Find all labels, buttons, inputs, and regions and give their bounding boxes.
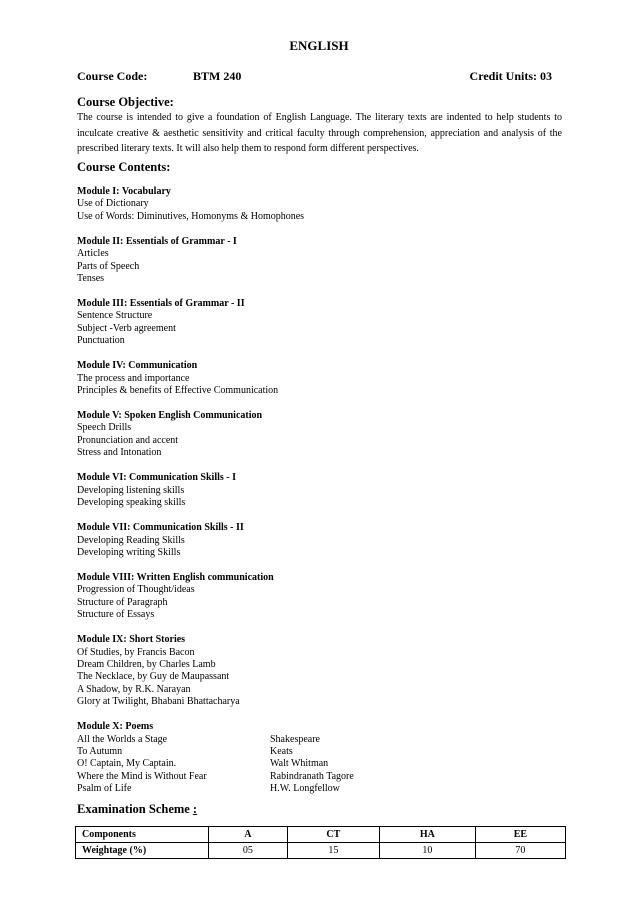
- poem-title: O! Captain, My Captain.: [77, 758, 177, 770]
- objective-text: The course is intended to give a foundation of English Language. The literary texts are indented to help students to inculcate creative & aesthetic sensitivity and critical faculty through comprehension, appreciation and analysis of the prescribed literary texts. It will also help them to respond form different perspectives.: [77, 112, 562, 154]
- module-block: [77, 522, 577, 559]
- module-block: [77, 572, 577, 622]
- module-block: [77, 634, 577, 708]
- poem-author: Keats: [270, 745, 293, 757]
- module-item: Structure of Paragraph: [77, 596, 168, 608]
- poems-list: [77, 734, 577, 796]
- module-title: Module V: Spoken English Communication: [77, 410, 263, 422]
- module-item: Punctuation: [77, 335, 125, 347]
- exam-heading-colon: :: [192, 802, 198, 816]
- exam-header-cell: A: [209, 827, 288, 843]
- exam-heading-text: Examination Scheme: [77, 802, 190, 816]
- module-title: Module X: Poems: [77, 721, 154, 733]
- module-item: Glory at Twilight, Bhabani Bhattacharya: [77, 696, 240, 708]
- module-title: Module IV: Communication: [77, 360, 198, 372]
- module-block: [77, 236, 577, 286]
- poem-row: [77, 771, 577, 783]
- exam-value-cell: 70: [475, 843, 565, 859]
- module-item: Articles: [77, 248, 109, 260]
- module-item: Subject -Verb agreement: [77, 322, 176, 334]
- module-item: Tenses: [77, 273, 105, 285]
- poem-row: [77, 758, 577, 770]
- module-block: [77, 410, 577, 460]
- exam-heading: [77, 802, 197, 817]
- module-item: Principles & benefits of Effective Communication: [77, 385, 279, 397]
- module-item: Speech Drills: [77, 422, 132, 434]
- poem-author: Shakespeare: [270, 733, 320, 745]
- module-item: Dream Children, by Charles Lamb: [77, 658, 216, 670]
- exam-value-cell: 15: [287, 843, 379, 859]
- module-title: Module I: Vocabulary: [77, 186, 171, 197]
- module-block: [77, 298, 577, 348]
- page-title: ENGLISH: [289, 38, 349, 53]
- poem-row: [77, 734, 577, 746]
- poem-author: Walt Whitman: [270, 758, 329, 770]
- exam-weightage-row: [76, 843, 566, 859]
- poem-title: To Autumn: [77, 745, 123, 757]
- course-code-value: BTM 240: [193, 69, 242, 83]
- exam-header-cell: EE: [475, 827, 565, 843]
- module-title: Module III: Essentials of Grammar - II: [77, 298, 245, 310]
- exam-header-row: [76, 827, 566, 843]
- module-title: Module VI: Communication Skills - I: [77, 472, 237, 484]
- module-item: Of Studies, by Francis Bacon: [77, 646, 195, 658]
- module-item: Developing Reading Skills: [77, 534, 185, 546]
- module-title: Module VII: Communication Skills - II: [77, 522, 244, 534]
- exam-header-cell: HA: [379, 827, 475, 843]
- poem-row: [77, 783, 577, 795]
- poem-title: Psalm of Life: [77, 783, 132, 795]
- poem-author: Rabindranath Tagore: [270, 770, 354, 782]
- course-code-label: Course Code:: [77, 69, 148, 83]
- module-item: Developing speaking skills: [77, 497, 186, 509]
- exam-header-cell: CT: [287, 827, 379, 843]
- module-item: Stress and Intonation: [77, 447, 162, 459]
- module-item: The Necklace, by Guy de Maupassant: [77, 671, 230, 683]
- poem-row: [77, 746, 577, 758]
- module-item: Use of Words: Diminutives, Homonyms & Homophones: [77, 210, 305, 222]
- exam-header-cell: Components: [76, 827, 209, 843]
- poem-title: All the Worlds a Stage: [77, 733, 168, 745]
- exam-value-cell: 05: [209, 843, 288, 859]
- poem-author: H.W. Longfellow: [270, 783, 340, 795]
- module-title: Module VIII: Written English communication: [77, 571, 274, 583]
- module-item: A Shadow, by R.K. Narayan: [77, 683, 191, 695]
- exam-value-cell: Weightage (%): [76, 843, 209, 859]
- module-item: Developing listening skills: [77, 484, 185, 496]
- module-item: Sentence Structure: [77, 310, 153, 322]
- module-item: Pronunciation and accent: [77, 434, 179, 446]
- module-block: [77, 472, 577, 509]
- module-block: [77, 360, 577, 397]
- credit-units: Credit Units: 03: [469, 69, 552, 83]
- module-item: Structure of Essays: [77, 609, 155, 621]
- modules-list: [77, 186, 577, 808]
- module-item: Progression of Thought/ideas: [77, 584, 195, 596]
- module-block: [77, 186, 577, 223]
- module-title: Module IX: Short Stories: [77, 634, 186, 646]
- module-item: The process and importance: [77, 372, 190, 384]
- exam-value-cell: 10: [379, 843, 475, 859]
- module-item: Use of Dictionary: [77, 198, 149, 210]
- exam-table: [75, 826, 566, 859]
- module-title: Module II: Essentials of Grammar - I: [77, 235, 237, 247]
- contents-heading: Course Contents:: [77, 160, 171, 174]
- module-poems: [77, 721, 577, 795]
- poem-title: Where the Mind is Without Fear: [77, 770, 207, 782]
- objective-heading: Course Objective:: [77, 95, 174, 109]
- module-item: Parts of Speech: [77, 260, 140, 272]
- module-item: Developing writing Skills: [77, 546, 181, 558]
